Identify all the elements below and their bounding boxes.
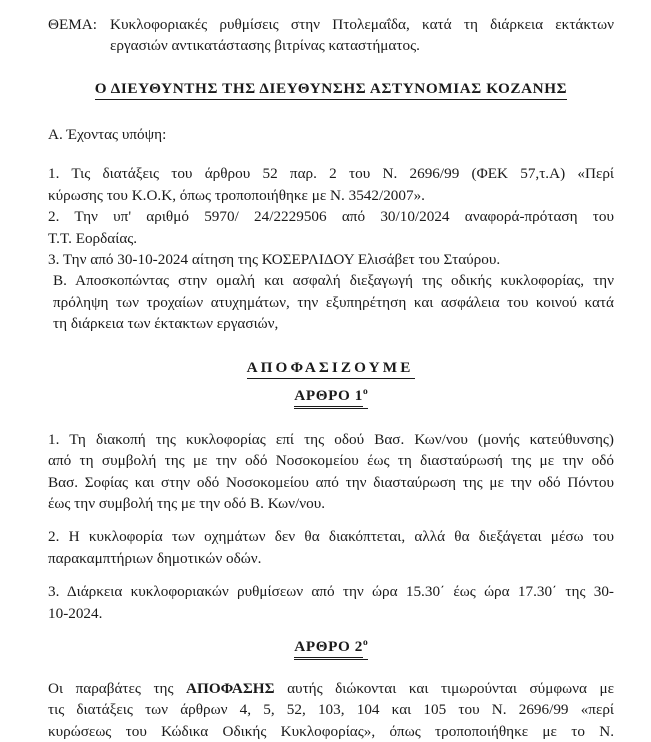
article-2-line-3: κυρώσεως του Κώδικα Οδικής Κυκλοφορίας», όπως τροποποιήθηκε με το Ν. [48,722,614,740]
article-1-heading-ordinal: ο [363,386,368,397]
article-1-item [48,581,614,624]
consideration-2-line-1: 2. Την υπ' αριθμό 5970/ 24/2229506 από 30/10/2024 αναφορά-πρόταση του [48,208,614,226]
consideration-1-line-2: κύρωσης του Κ.Ο.Κ, όπως τροποποιήθηκε με Ν. 3542/2007». [48,186,425,204]
article-1-heading-label: ΑΡΘΡΟ 1 [294,387,363,407]
purpose-line-3: τη διάρκεια των έκτακτων εργασιών, [53,315,279,333]
decision-heading-text: ΑΠΟΦΑΣΙΖΟΥΜΕ [247,359,416,379]
article-2-emphasis: ΑΠΟΦΑΣΗΣ [186,680,275,698]
article-1-item-1-line-4: έως την συμβολή της με την οδό Β. Κων/νου. [48,494,326,512]
consideration-2-line-2: Τ.Τ. Εορδαίας. [48,229,138,247]
article-1-item-3-line-1: 3. Διάρκεια κυκλοφοριακών ρυθμίσεων από την ώρα 15.30΄ έως ώρα 17.30΄ της 30- [48,583,614,601]
article-1-heading-text [294,387,368,409]
subject-line-2: εργασιών αντικατάστασης βιτρίνας καταστήματος. [110,37,420,54]
article-1-item-2-line-2: παρακαμπτήριων δημοτικών οδών. [48,549,262,567]
consideration-3-line-1: 3. Την από 30-10-2024 αίτηση της ΚΟΣΕΡΛΙΔΟΥ Ελισάβετ του Σταύρου. [48,251,501,269]
consideration-item [48,206,614,249]
article-2-line-1 [48,678,614,699]
document-content [48,14,614,742]
consideration-item [48,163,614,206]
article-2-line-1-prefix: Οι παραβάτες της [48,680,187,698]
article-2-line-2: τις διατάξεις των άρθρων 4, 5, 52, 103, 104 και 105 του Ν. 2696/99 «περί [48,701,614,719]
article-1-item-1-line-2: από τη συμβολή της με την οδό Νοσοκομείου έως τη διασταύρωσή της με την οδό [48,452,614,470]
purpose-line-2: πρόληψη των τροχαίων ατυχημάτων, την εξυπηρέτηση και ασφάλεια του κοινού κατά [53,293,614,311]
article-2-heading-label: ΑΡΘΡΟ 2 [294,638,363,658]
purpose-line-1: Β. Αποσκοπώντας στην ομαλή και ασφαλή διεξαγωγή της οδικής κυκλοφορίας, την [53,272,614,290]
subject-label: ΘΕΜΑ: [48,16,97,33]
article-1-item [48,526,614,569]
decision-heading [48,359,614,379]
article-2-heading-text [294,638,368,660]
preamble-label [48,124,614,145]
subject-block [48,14,614,56]
article-1-heading [48,387,614,409]
article-1-item-1-line-1: 1. Τη διακοπή της κυκλοφορίας επί της οδού Βασ. Κων/νου (μονής κατεύθυνσης) [48,430,614,448]
article-2-line-1-suffix: αυτής διώκονται και τιμωρούνται σύμφωνα με [274,680,614,698]
article-1-item-3-line-2: 10-2024. [48,604,103,622]
article-2-heading-ordinal: ο [363,637,368,648]
article-1-item-2-line-1: 2. Η κυκλοφορία των οχημάτων δεν θα διακόπτεται, αλλά θα διεξάγεται μέσω του [48,528,614,546]
subject-text [110,14,614,56]
authority-heading [48,80,614,100]
subject-line-1: Κυκλοφοριακές ρυθμίσεις στην Πτολεμαΐδα, κατά τη διάρκεια εκτάκτων [110,16,614,33]
authority-heading-text: Ο ΔΙΕΥΘΥΝΤΗΣ ΤΗΣ ΔΙΕΥΘΥΝΣΗΣ ΑΣΤΥΝΟΜΙΑΣ ΚΟΖΑΝΗΣ [95,80,567,100]
consideration-item [48,249,614,270]
purpose-paragraph [48,270,614,334]
article-2-paragraph [48,678,614,742]
preamble-label-text: Α. Έχοντας υπόψη: [48,126,167,143]
article-2-heading [48,638,614,660]
article-1-item [48,429,614,515]
consideration-1-line-1: 1. Τις διατάξεις του άρθρου 52 παρ. 2 του Ν. 2696/99 (ΦΕΚ 57,τ.Α) «Περί [48,165,614,183]
article-1-item-1-line-3: Βασ. Σοφίας και στην οδό Νοσοκομείου από την διασταύρωση της με την οδό Πόντου [48,473,614,491]
